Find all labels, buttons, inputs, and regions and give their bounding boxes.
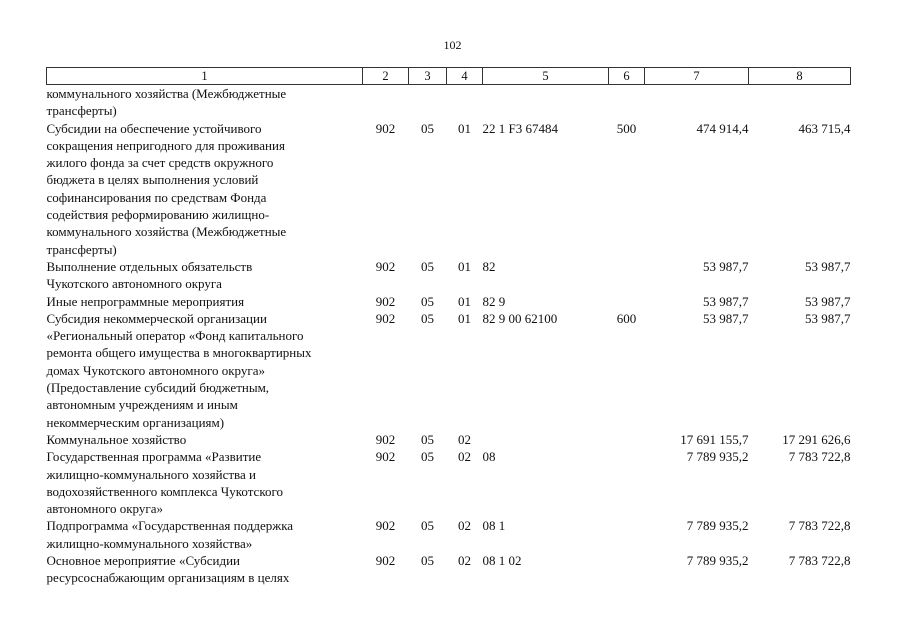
grbs-cell: 902 [375,120,396,136]
target-article-cell: 82 [482,258,496,274]
item-name-line: Субсидии на обеспечение устойчивого [46,120,262,136]
table-row [47,85,851,120]
item-name-line: автономного округа» [46,501,163,517]
expense-type-cell [609,448,645,517]
item-name-line: жилищно-коммунального хозяйства» [46,535,253,551]
amount-year1-cell: 7 789 935,2 [686,553,749,569]
target-article-cell: 82 9 [482,293,506,309]
item-name-line: «Региональный оператор «Фонд капитального [46,328,304,344]
budget-table [46,67,851,587]
item-name-cell [47,293,363,310]
item-name-line: коммунального хозяйства (Межбюджетные [46,224,287,240]
expense-type-cell [609,431,645,448]
target-article-cell: 08 [482,449,496,465]
amount-year1-cell: 53 987,7 [703,293,749,309]
subsection-cell: 02 [458,553,471,569]
expense-type-cell [609,293,645,310]
amount-year2-cell [749,85,851,120]
table-row [47,517,851,552]
expense-type-cell [609,85,645,120]
col-header-3: 3 [409,68,447,85]
item-name-line: Подпрограмма «Государственная поддержка [46,518,294,534]
table-row [47,431,851,448]
item-name-cell [47,120,363,258]
amount-year1-cell: 53 987,7 [703,258,749,274]
section-cell: 05 [421,258,434,274]
col-header-2: 2 [363,68,409,85]
item-name-line: Государственная программа «Развитие [46,449,262,465]
col-header-7: 7 [645,68,749,85]
grbs-cell: 902 [375,310,396,326]
table-row [47,258,851,293]
grbs-cell [363,85,409,120]
section-cell: 05 [421,120,434,136]
subsection-cell: 02 [458,431,471,447]
section-cell: 05 [421,553,434,569]
amount-year2-cell: 7 783 722,8 [788,553,851,569]
section-cell: 05 [421,449,434,465]
subsection-cell: 02 [458,518,471,534]
amount-year2-cell: 7 783 722,8 [788,449,851,465]
col-header-4: 4 [447,68,483,85]
item-name-line: (Предоставление субсидий бюджетным, [46,380,270,396]
item-name-line: трансферты) [46,241,117,257]
target-article-cell: 08 1 [482,518,506,534]
subsection-cell: 01 [458,120,471,136]
amount-year2-cell: 53 987,7 [805,258,851,274]
item-name-line: автономным учреждениям и иным [46,397,238,413]
amount-year1-cell: 7 789 935,2 [686,449,749,465]
target-article-cell [483,431,609,448]
item-name-cell [47,448,363,517]
item-name-cell [47,85,363,120]
item-name-cell [47,258,363,293]
target-article-cell: 22 1 F3 67484 [482,120,558,136]
amount-year1-cell: 474 914,4 [696,120,749,136]
grbs-cell: 902 [375,293,396,309]
item-name-line: ремонта общего имущества в многоквартирных [46,345,312,361]
item-name-line: сокращения непригодного для проживания [46,137,285,153]
item-name-cell [47,431,363,448]
table-row [47,448,851,517]
item-name-line: Коммунальное хозяйство [46,431,187,447]
col-header-8: 8 [749,68,851,85]
col-header-6: 6 [609,68,645,85]
item-name-line: содействия реформированию жилищно- [46,207,270,223]
subsection-cell: 02 [458,449,471,465]
target-article-cell [483,85,609,120]
item-name-line: Иные непрограммные мероприятия [46,293,245,309]
table-row [47,310,851,431]
expense-type-cell [609,258,645,293]
table-row [47,552,851,587]
subsection-cell: 01 [458,258,471,274]
expense-type-cell: 600 [616,310,637,326]
section-cell: 05 [421,310,434,326]
section-cell: 05 [421,293,434,309]
section-cell: 05 [421,431,434,447]
amount-year1-cell: 7 789 935,2 [686,518,749,534]
section-cell: 05 [421,518,434,534]
amount-year2-cell: 17 291 626,6 [782,431,851,447]
col-header-5: 5 [483,68,609,85]
col-header-1: 1 [47,68,363,85]
item-name-line: водохозяйственного комплекса Чукотского [46,483,283,499]
expense-type-cell: 500 [616,120,637,136]
expense-type-cell [609,517,645,552]
header-row [47,68,851,85]
amount-year2-cell: 7 783 722,8 [788,518,851,534]
item-name-line: бюджета в целях выполнения условий [46,172,259,188]
grbs-cell: 902 [375,553,396,569]
item-name-line: коммунального хозяйства (Межбюджетные [46,86,287,101]
item-name-line: Основное мероприятие «Субсидии [46,553,240,569]
item-name-line: жилого фонда за счет средств окружного [46,155,274,171]
grbs-cell: 902 [375,258,396,274]
table-row [47,120,851,258]
item-name-line: некоммерческим организациям) [46,414,225,430]
amount-year2-cell: 53 987,7 [805,310,851,326]
grbs-cell: 902 [375,518,396,534]
item-name-cell [47,310,363,431]
target-article-cell: 82 9 00 62100 [482,310,558,326]
subsection-cell: 01 [458,310,471,326]
item-name-line: Выполнение отдельных обязательств [46,258,253,274]
amount-year2-cell: 53 987,7 [805,293,851,309]
subsection-cell: 01 [458,293,471,309]
item-name-line: домах Чукотского автономного округа» [46,362,265,378]
grbs-cell: 902 [375,431,396,447]
item-name-line: софинансирования по средствам Фонда [46,189,267,205]
grbs-cell: 902 [375,449,396,465]
item-name-line: ресурсоснабжающим организациям в целях [46,570,290,586]
item-name-line: Субсидия некоммерческой организации [46,310,267,326]
item-name-line: трансферты) [46,103,117,119]
item-name-line: Чукотского автономного округа [46,276,222,292]
amount-year2-cell: 463 715,4 [798,120,851,136]
amount-year1-cell [645,85,749,120]
item-name-line: жилищно-коммунального хозяйства и [46,466,256,482]
section-cell [409,85,447,120]
item-name-cell [47,552,363,587]
amount-year1-cell: 17 691 155,7 [680,431,749,447]
expense-type-cell [609,552,645,587]
amount-year1-cell: 53 987,7 [703,310,749,326]
table-row [47,293,851,310]
target-article-cell: 08 1 02 [482,553,522,569]
subsection-cell [447,85,483,120]
page-number: 102 [443,38,462,52]
item-name-cell [47,517,363,552]
